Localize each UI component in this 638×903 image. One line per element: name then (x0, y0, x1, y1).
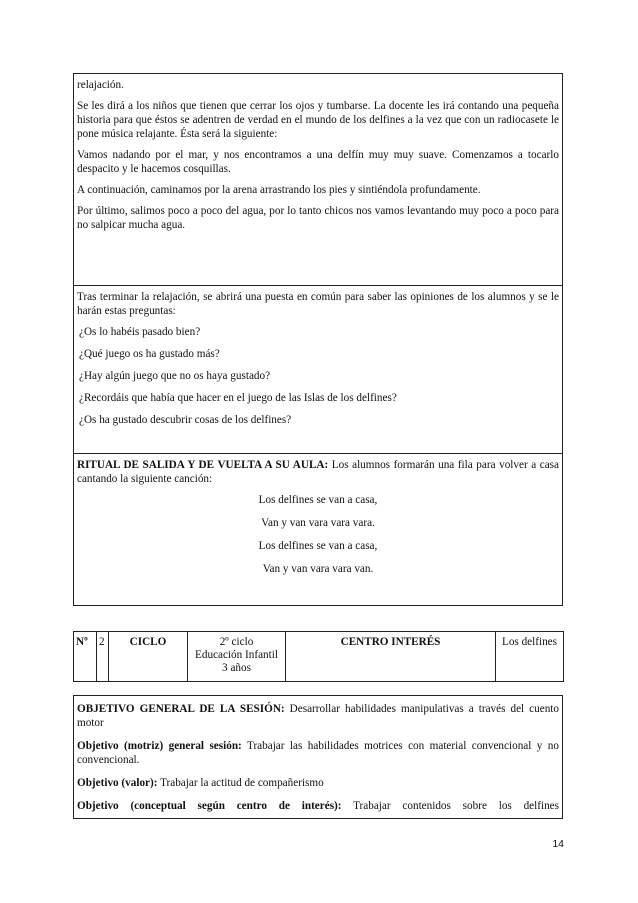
paragraph: relajación. (77, 79, 124, 91)
song-line: Van y van vara vara vara. (261, 517, 375, 529)
centro-value: Los delfines (496, 632, 564, 682)
exit-ritual-label: RITUAL DE SALIDA Y DE VUELTA A SU AULA: (77, 459, 329, 471)
objective-valor: Objetivo (valor): Trabajar la actitud de compañerismo (77, 777, 324, 789)
centro-label: CENTRO INTERÉS (286, 632, 496, 682)
objective-motriz: Objetivo (motriz) general sesión: Trabajar las habilidades motrices con material convencional y no convencional. (77, 740, 559, 766)
objectives-box (73, 695, 563, 819)
ciclo-label: CICLO (109, 632, 188, 682)
page-number: 14 (552, 838, 564, 850)
question-item: ¿Recordáis que había que hacer en el juego de las Islas de los delfines? (79, 392, 397, 404)
paragraph: Por último, salimos poco a poco del agua, por lo tanto chicos nos vamos levantando muy poco a poco para no salpicar mucha agua. (77, 205, 559, 231)
question-item: ¿Qué juego os ha gustado más? (79, 348, 220, 360)
objective-general: OBJETIVO GENERAL DE LA SESIÓN: Desarrollar habilidades manipulativas a través del cuento motor (77, 703, 560, 729)
exit-ritual-box (73, 454, 563, 606)
song-line: Los delfines se van a casa, (258, 494, 378, 506)
exit-ritual-paragraph (77, 458, 559, 486)
objective-conceptual: Objetivo (conceptual según centro de interés): Trabajar contenidos sobre los delfines (77, 800, 559, 812)
n-value: 2 (97, 632, 109, 682)
ciclo-value: 2º ciclo Educación Infantil 3 años (188, 632, 286, 682)
paragraph: Vamos nadando por el mar, y nos encontramos a una delfín muy muy suave. Comenzamos a tocarlo despacito y le hacemos cosquillas. (77, 149, 559, 175)
question-item: ¿Os ha gustado descubrir cosas de los delfines? (79, 414, 292, 426)
questions-intro: Tras terminar la relajación, se abrirá una puesta en común para saber las opiniones de los alumnos y se le harán estas preguntas: (77, 291, 559, 317)
n-label: Nº (74, 632, 97, 682)
paragraph: A continuación, caminamos por la arena arrastrando los pies y sintiéndola profundamente. (77, 184, 481, 196)
relaxation-story-box (73, 73, 563, 286)
session-header-table (73, 631, 564, 682)
questions-box (73, 286, 563, 454)
song-line: Van y van vara vara van. (262, 563, 374, 575)
paragraph: Se les dirá a los niños que tienen que cerrar los ojos y tumbarse. La docente les irá contando una pequeña historia para que éstos se adentren de verdad en el mundo de los delfines a la vez que con un radiocasete le pone música relajante. Ésta será la siguiente: (77, 100, 559, 140)
question-item: ¿Os lo habéis pasado bien? (79, 326, 201, 338)
song-line: Los delfines se van a casa, (258, 540, 378, 552)
question-item: ¿Hay algún juego que no os haya gustado? (79, 370, 271, 382)
exit-ritual-text: Los alumnos formarán una fila para volver a casa cantando la siguiente canción: (77, 459, 560, 485)
